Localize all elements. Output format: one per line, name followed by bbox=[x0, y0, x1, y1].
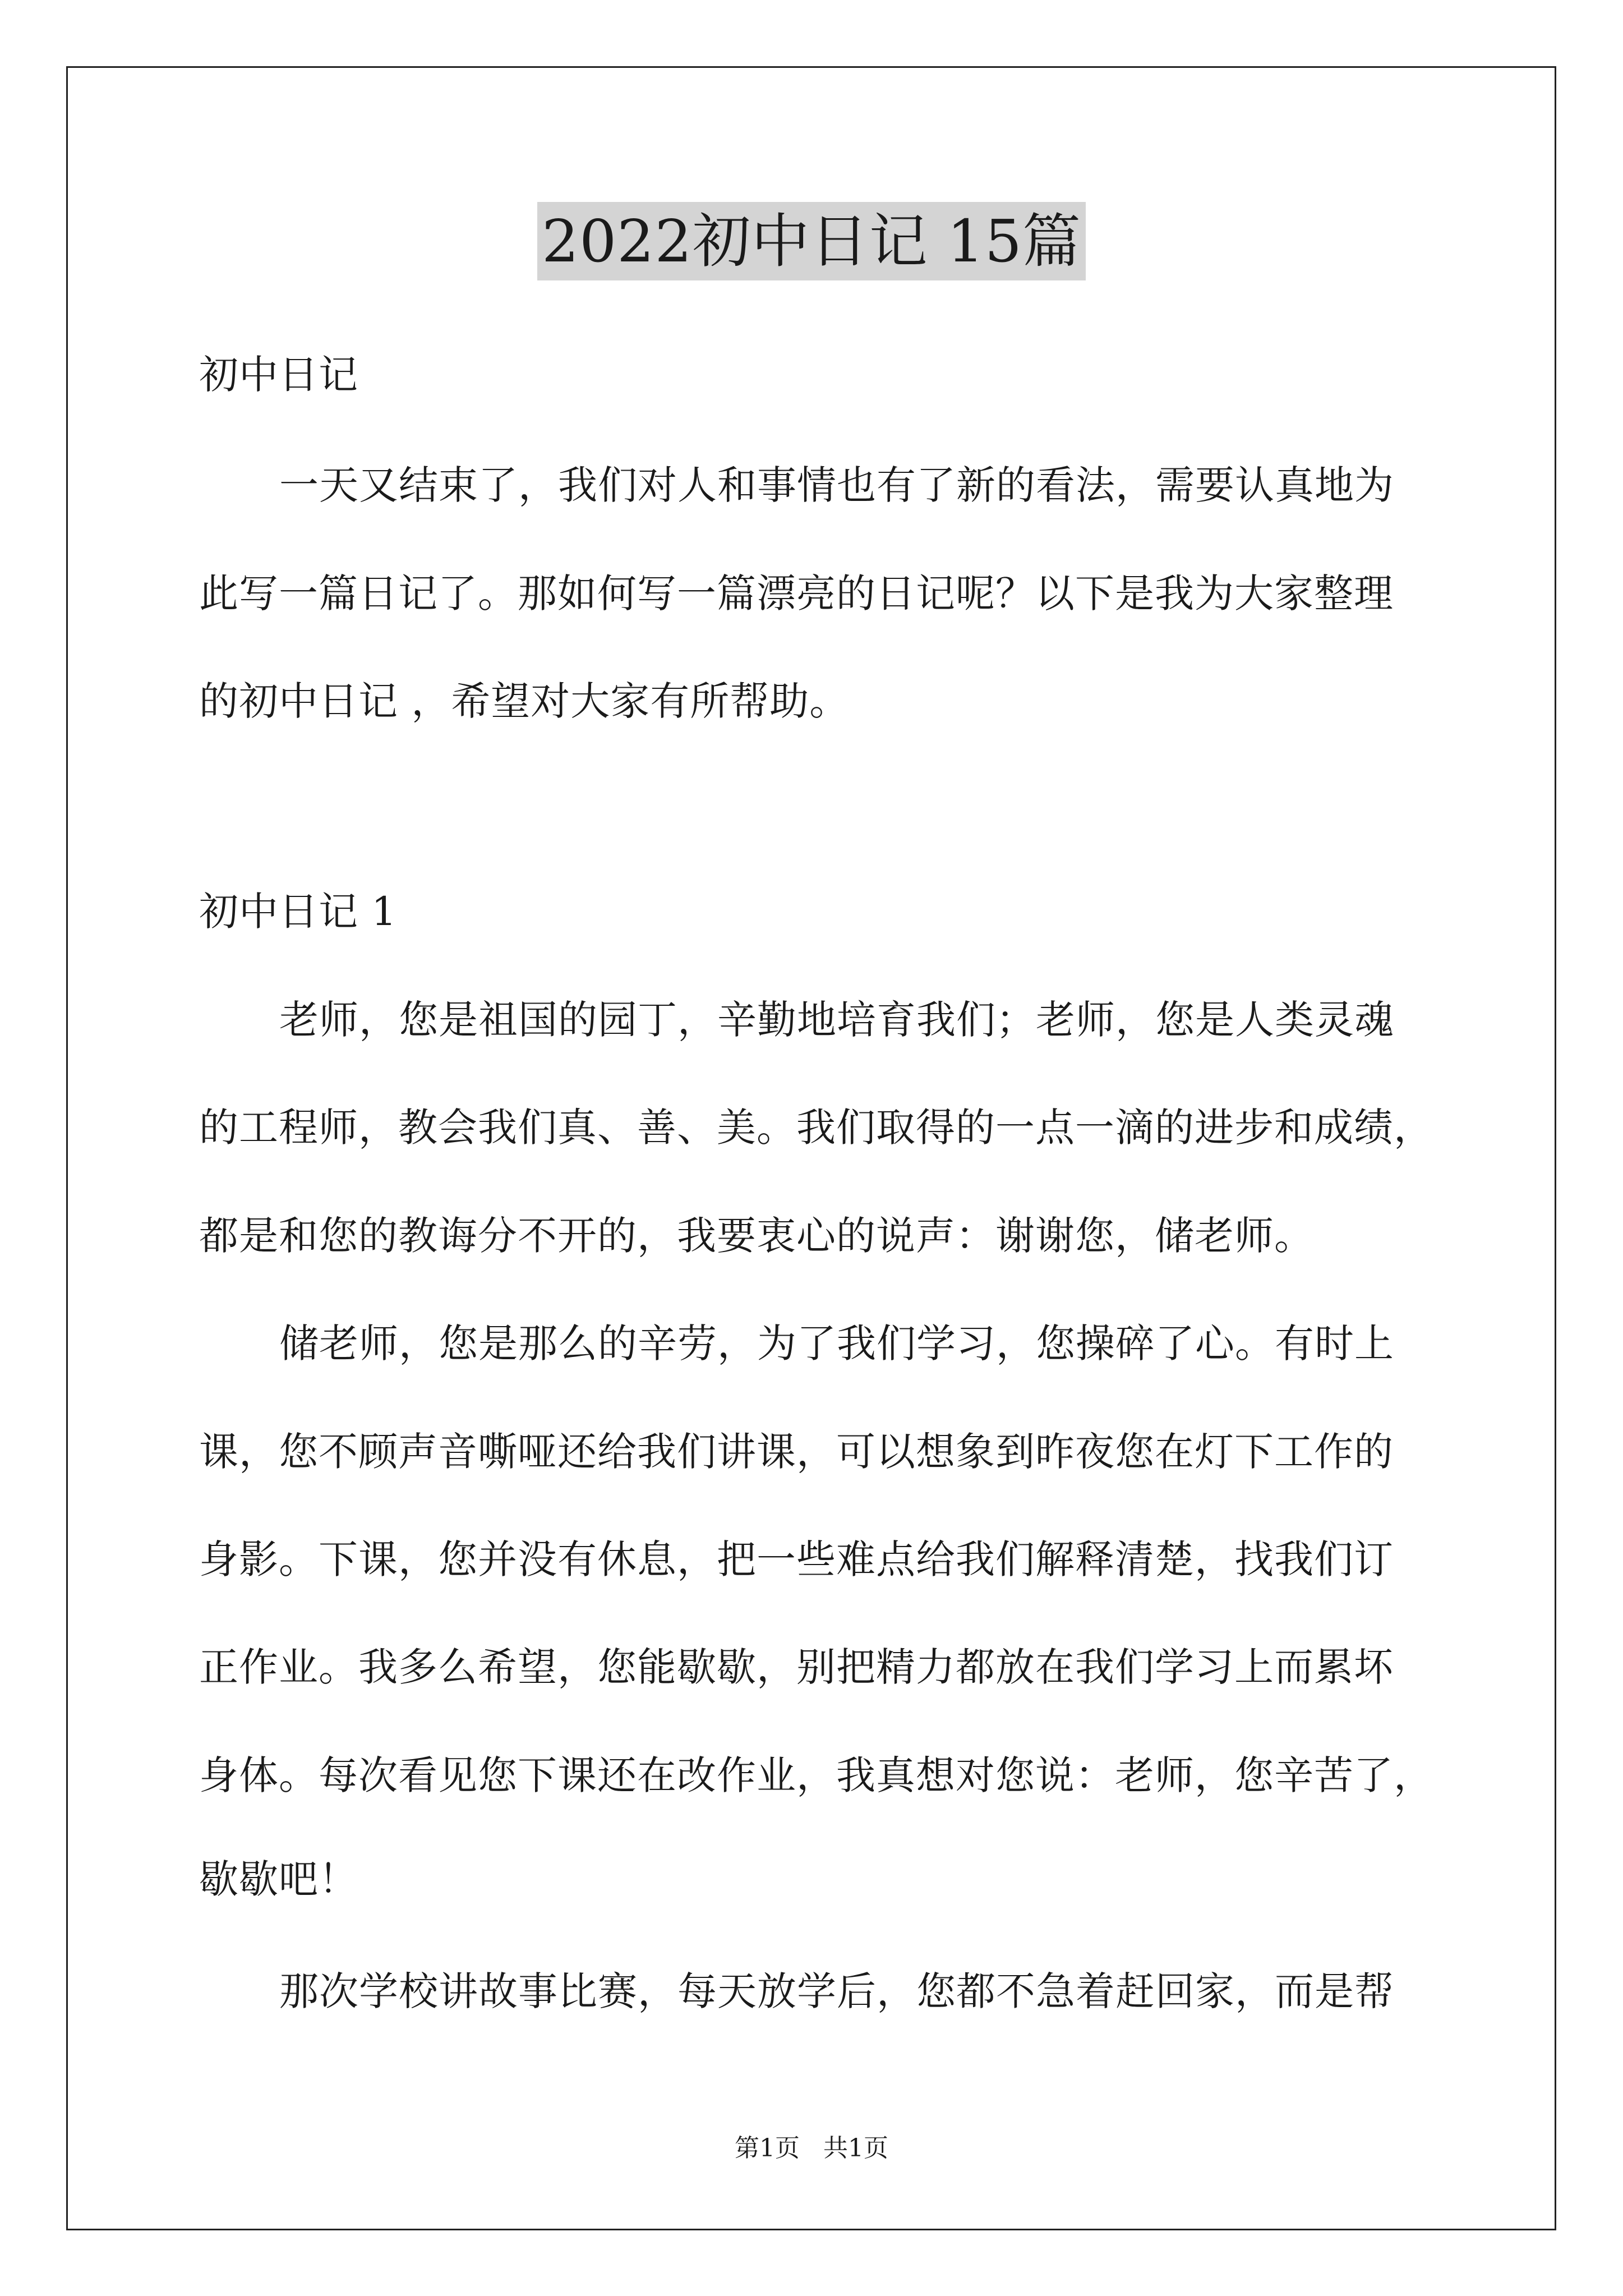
document-title: 2022初中日记 15篇 bbox=[537, 202, 1086, 280]
intro-heading: 初中日记 bbox=[199, 352, 358, 398]
intro-line-2: 此写一篇日记了。那如何写一篇漂亮的日记呢？以下是我为大家整理 bbox=[199, 570, 1394, 616]
paragraph-2-line-2: 课，您不顾声音嘶哑还给我们讲课，可以想象到昨夜您在灯下工作的 bbox=[199, 1429, 1394, 1475]
paragraph-2-line-1: 储老师，您是那么的辛劳，为了我们学习，您操碎了心。有时上 bbox=[279, 1320, 1394, 1366]
section-heading: 初中日记 1 bbox=[199, 889, 397, 935]
page-footer: 第1页 共1页 bbox=[735, 2134, 888, 2162]
intro-line-1: 一天又结束了，我们对人和事情也有了新的看法，需要认真地为 bbox=[279, 462, 1394, 508]
paragraph-1-line-3: 都是和您的教诲分不开的，我要衷心的说声：谢谢您，储老师。 bbox=[199, 1213, 1314, 1259]
title-container bbox=[0, 202, 1623, 280]
intro-line-3: 的初中日记 ，希望对大家有所帮助。 bbox=[199, 678, 850, 724]
paragraph-3-line-1: 那次学校讲故事比赛，每天放学后，您都不急着赶回家，而是帮 bbox=[279, 1968, 1394, 2014]
paragraph-2-line-5: 身体。每次看见您下课还在改作业，我真想对您说：老师，您辛苦了， bbox=[199, 1752, 1433, 1798]
paragraph-2-line-6: 歇歇吧！ bbox=[199, 1856, 358, 1902]
paragraph-1-line-1: 老师，您是祖国的园丁，辛勤地培育我们；老师，您是人类灵魂 bbox=[279, 997, 1394, 1043]
paragraph-2-line-4: 正作业。我多么希望，您能歇歇，别把精力都放在我们学习上而累坏 bbox=[199, 1644, 1394, 1690]
paragraph-1-line-2: 的工程师，教会我们真、善、美。我们取得的一点一滴的进步和成绩， bbox=[199, 1105, 1433, 1151]
paragraph-2-line-3: 身影。下课，您并没有休息，把一些难点给我们解释清楚，找我们订 bbox=[199, 1536, 1394, 1582]
